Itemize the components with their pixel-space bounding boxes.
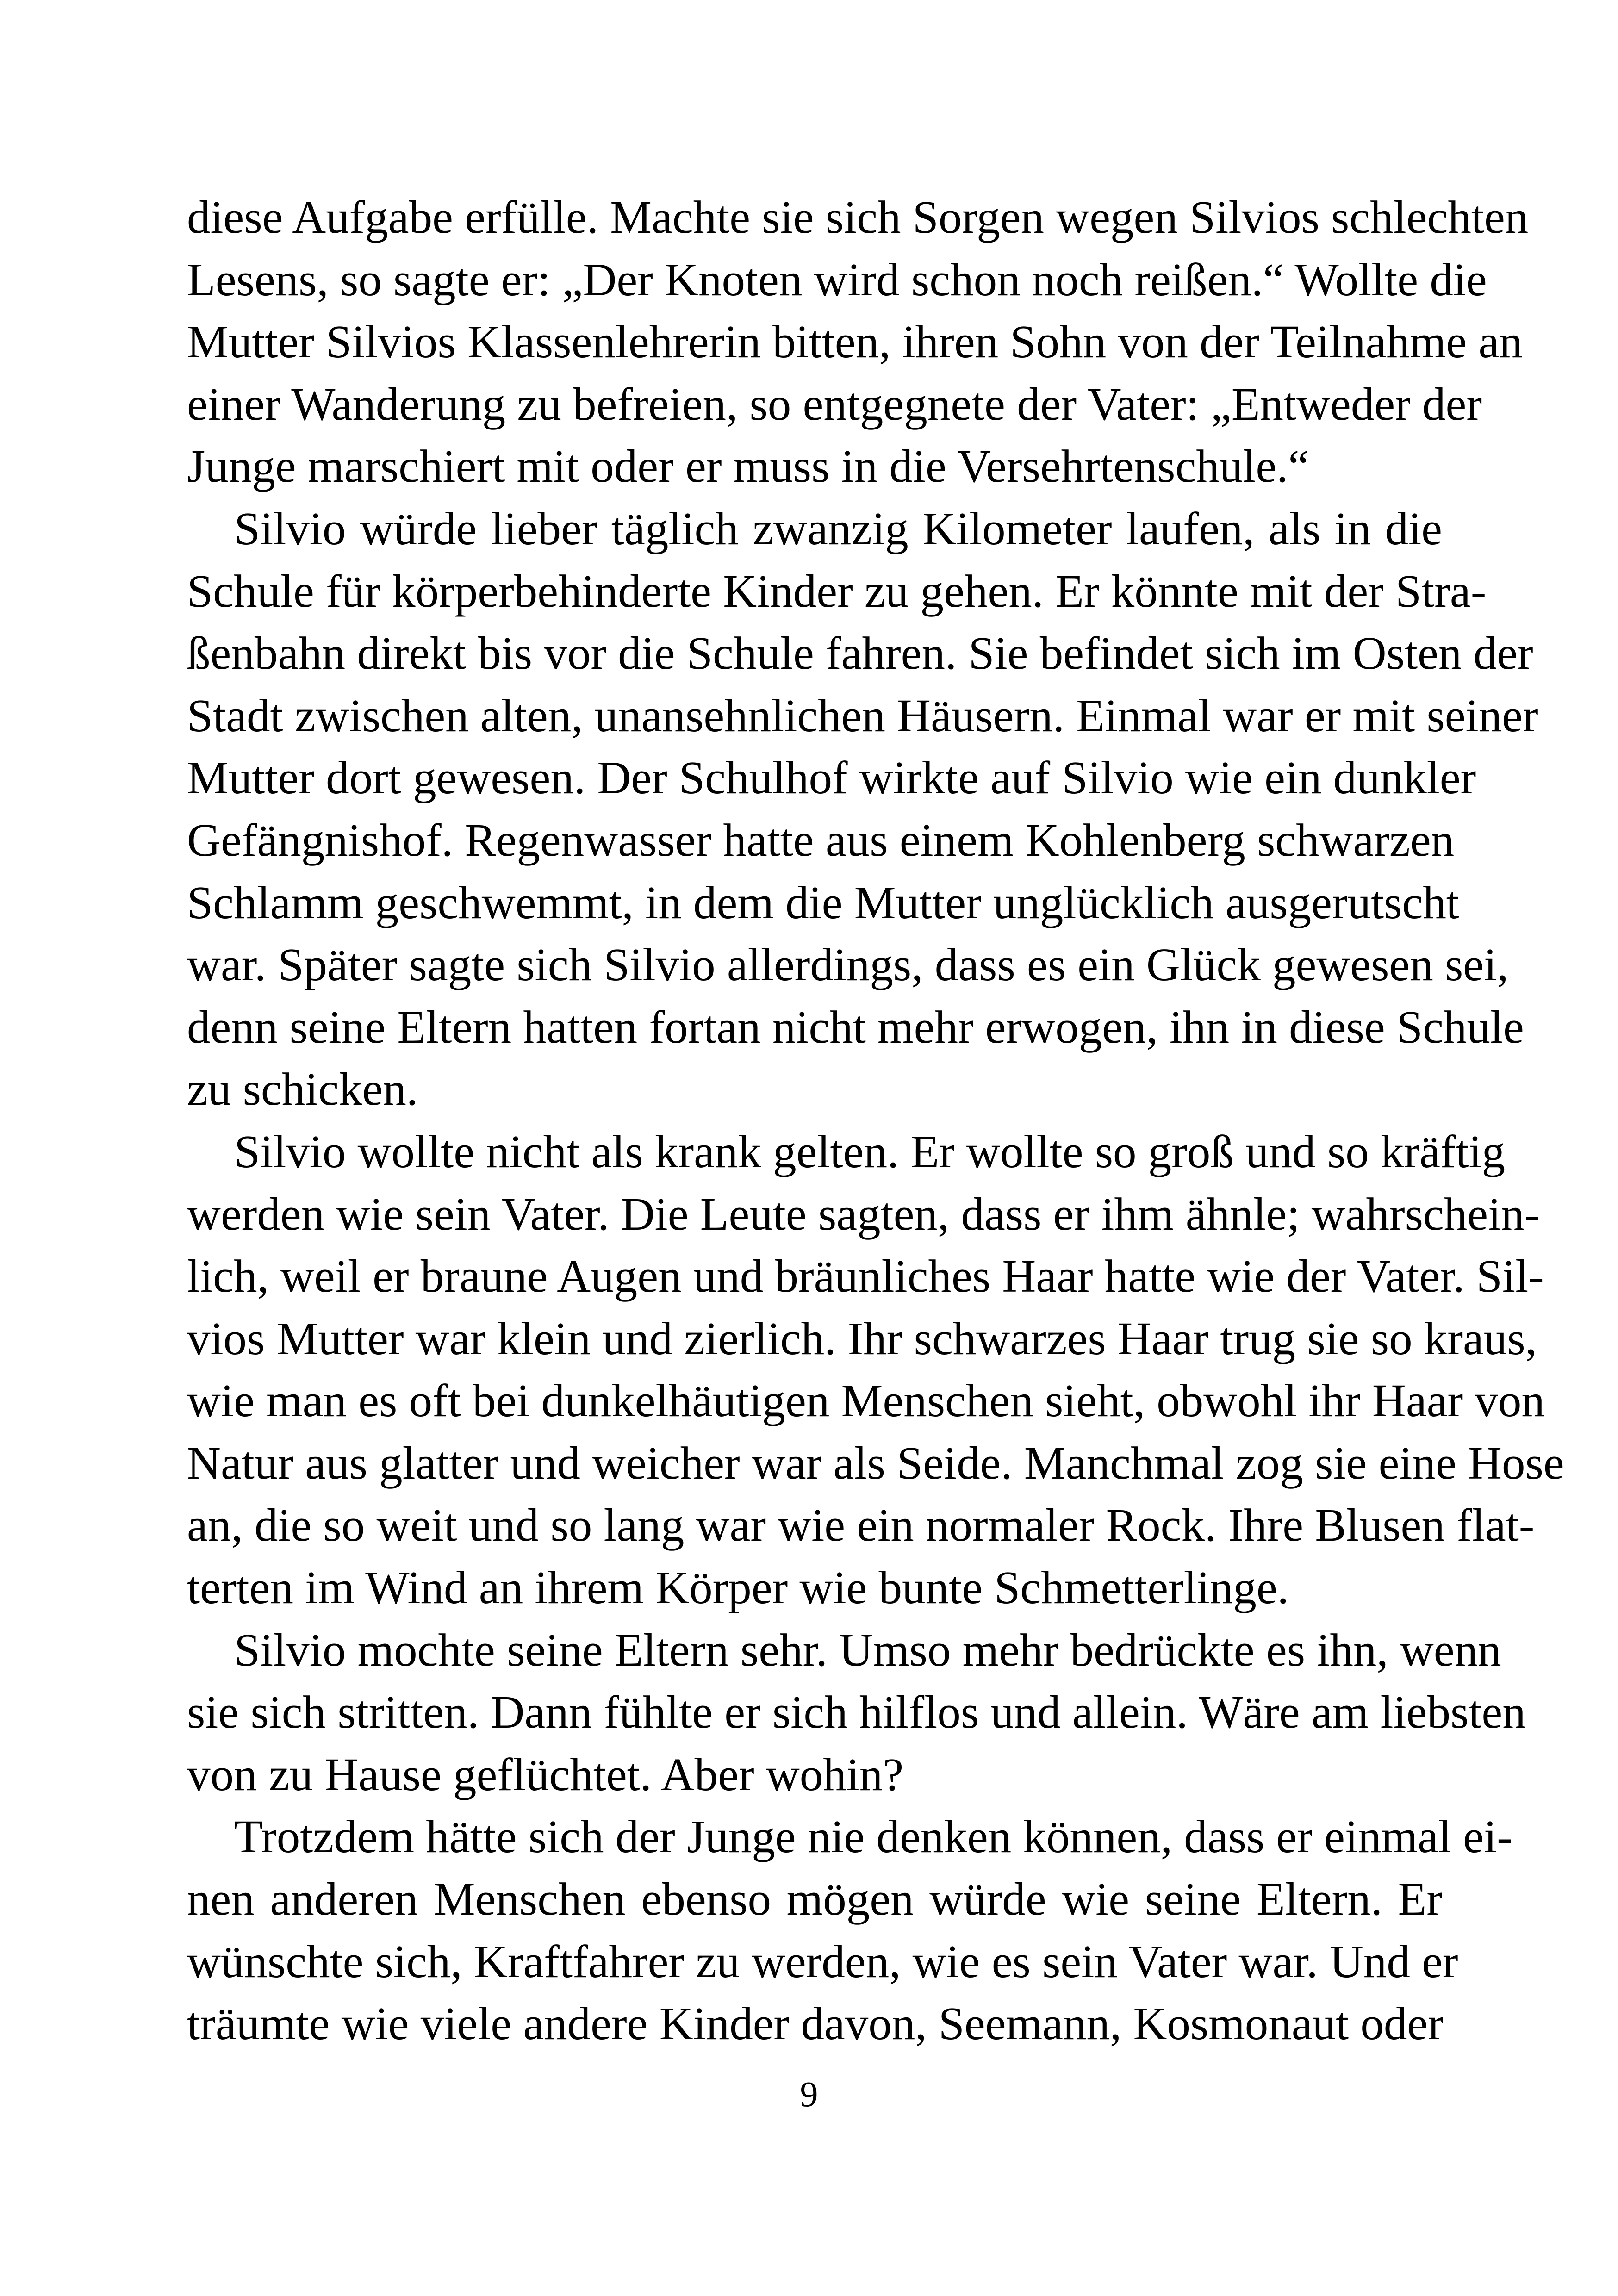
text-line: Lesens, so sagte er: „Der Knoten wird schon noch reißen.“ Wollte die — [187, 253, 1487, 305]
text-line: wünschte sich, Kraftfahrer zu werden, wie es sein Vater war. Und er — [187, 1935, 1458, 1987]
text-line: träumte wie viele andere Kinder davon, Seemann, Kosmonaut oder — [187, 1997, 1444, 2050]
text-line: Schule für körperbehinderte Kinder zu gehen. Er könnte mit der Stra- — [187, 565, 1487, 617]
text-line: wie man es oft bei dunkelhäutigen Menschen sieht, obwohl ihr Haar von — [187, 1375, 1545, 1427]
text-line: war. Später sagte sich Silvio allerdings, dass es ein Glück gewesen sei, — [187, 939, 1509, 991]
text-line: vios Mutter war klein und zierlich. Ihr schwarzes Haar trug sie so kraus, — [187, 1312, 1537, 1364]
body-text — [187, 186, 1564, 2055]
text-line: zu schicken. — [187, 1063, 418, 1115]
text-line: nen anderen Menschen ebenso mögen würde wie seine Eltern. Er — [187, 1873, 1442, 1925]
text-line: werden wie sein Vater. Die Leute sagten, dass er ihm ähnle; wahrschein- — [187, 1188, 1540, 1240]
text-line: einer Wanderung zu befreien, so entgegnete der Vater: „Entweder der — [187, 378, 1482, 430]
text-line: sie sich stritten. Dann fühlte er sich hilflos und allein. Wäre am liebsten — [187, 1686, 1526, 1738]
page-number: 9 — [800, 2074, 818, 2114]
text-line: Trotzdem hätte sich der Junge nie denken können, dass er einmal ei- — [234, 1811, 1512, 1863]
text-line: Silvio wollte nicht als krank gelten. Er wollte so groß und so kräftig — [234, 1125, 1506, 1177]
text-line: Gefängnishof. Regenwasser hatte aus einem Kohlenberg schwarzen — [187, 814, 1455, 866]
text-line: denn seine Eltern hatten fortan nicht mehr erwogen, ihn in diese Schule — [187, 1001, 1524, 1053]
text-line: Silvio würde lieber täglich zwanzig Kilometer laufen, als in die — [234, 502, 1442, 554]
text-line: Silvio mochte seine Eltern sehr. Umso mehr bedrückte es ihn, wenn — [234, 1624, 1501, 1676]
text-line: Junge marschiert mit oder er muss in die Versehrtenschule.“ — [187, 440, 1309, 492]
text-line: Schlamm geschwemmt, in dem die Mutter unglücklich ausgerutscht — [187, 876, 1459, 928]
text-line: Stadt zwischen alten, unansehnlichen Häusern. Einmal war er mit seiner — [187, 689, 1538, 741]
text-line: Mutter Silvios Klassenlehrerin bitten, ihren Sohn von der Teilnahme an — [187, 316, 1523, 368]
text-line: lich, weil er braune Augen und bräunliches Haar hatte wie der Vater. Sil- — [187, 1250, 1544, 1302]
text-line: terten im Wind an ihrem Körper wie bunte Schmetterlinge. — [187, 1562, 1289, 1614]
text-line: diese Aufgabe erfülle. Machte sie sich Sorgen wegen Silvios schlechten — [187, 191, 1529, 243]
text-line: an, die so weit und so lang war wie ein normaler Rock. Ihre Blusen flat- — [187, 1499, 1535, 1551]
text-line: ßenbahn direkt bis vor die Schule fahren. Sie befindet sich im Osten der — [187, 627, 1533, 679]
text-line: Mutter dort gewesen. Der Schulhof wirkte auf Silvio wie ein dunkler — [187, 752, 1476, 804]
text-line: von zu Hause geflüchtet. Aber wohin? — [187, 1748, 904, 1800]
text-line: Natur aus glatter und weicher war als Seide. Manchmal zog sie eine Hose — [187, 1437, 1564, 1489]
